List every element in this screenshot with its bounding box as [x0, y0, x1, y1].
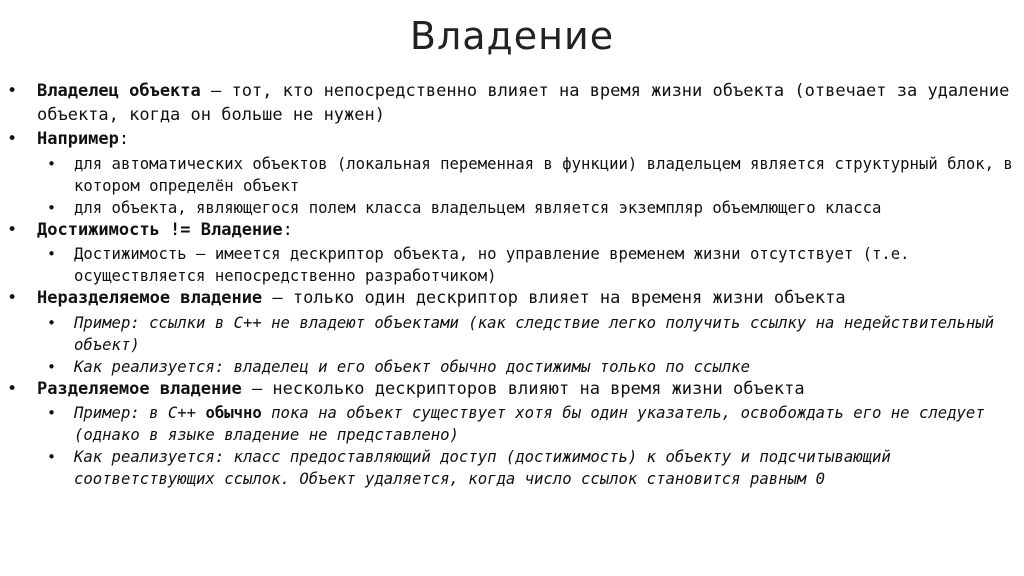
bullet-item-owner: [0, 80, 1024, 127]
sub-bullet-shared-impl: [0, 446, 1024, 490]
sub-bullet-unshared-impl: [0, 356, 1024, 378]
sub-bullet-text-pre: Пример: в C++: [74, 404, 206, 422]
sub-bullet-text: для автоматических объектов (локальная переменная в функции) владельцем является структурный блок, в котором определён объект: [74, 154, 1013, 195]
colon: :: [282, 219, 293, 240]
sub-bullet-text: Как реализуется: владелец и его объект обычно достижимы только по ссылке: [74, 357, 750, 376]
bullet-item-unshared-ownership: [0, 287, 1024, 311]
colon: :: [118, 129, 130, 149]
sub-bullet-text: Как реализуется: класс предоставляющий доступ (достижимость) к объекту и подсчитывающий соответствующих ссылок. Объект удаляется, когда число ссылок становится равным 0: [74, 448, 891, 488]
sub-bullet-icon: •: [47, 313, 57, 332]
term-shared-ownership: Разделяемое владение: [37, 378, 242, 399]
sub-bullet-icon: •: [47, 154, 57, 173]
term-owner: Владелец объекта: [37, 81, 201, 101]
sub-bullet-cpp-pointers: [0, 402, 1024, 446]
slide-title: Владение: [409, 14, 615, 58]
bullet-item-example: [0, 128, 1024, 152]
bullet-icon: •: [7, 288, 18, 308]
term-example: Например: [37, 129, 119, 149]
sub-bullet-text: Пример: ссылки в C++ не владеют объектами (как следствие легко получить ссылку на недействительный объект): [74, 313, 995, 354]
definition-unshared: – только один дескриптор влияет на временя жизни объекта: [262, 288, 846, 308]
term-reachability: Достижимость != Владение: [37, 219, 283, 240]
sub-bullet-field-objects: [0, 197, 1024, 219]
definition-owner: – тот, кто непосредственно влияет на время жизни объекта (отвечает за удаление объекта, когда он больше не нужен): [37, 81, 1010, 125]
sub-bullet-icon: •: [47, 357, 57, 376]
emphasis-usually: обычно: [205, 404, 262, 422]
bullet-icon: •: [7, 81, 18, 101]
sub-bullet-icon: •: [47, 245, 57, 263]
sub-bullet-icon: •: [47, 404, 57, 422]
sub-bullet-text-post: пока на объект существует хотя бы один указатель, освобождать его не следует (однако в языке владение не представлено): [74, 404, 985, 444]
sub-bullet-icon: •: [47, 198, 57, 217]
sub-bullet-icon: •: [47, 448, 57, 466]
term-unshared-ownership: Неразделяемое владение: [37, 288, 263, 308]
sub-bullet-reachability-def: [0, 243, 1024, 287]
bullet-list: [0, 80, 1024, 490]
sub-bullet-cpp-references: [0, 312, 1024, 356]
sub-bullet-auto-objects: [0, 153, 1024, 197]
bullet-icon: •: [7, 129, 18, 149]
bullet-icon: •: [7, 378, 18, 399]
bullet-icon: •: [7, 219, 18, 240]
definition-shared: – несколько дескрипторов влияют на время жизни объекта: [241, 378, 805, 399]
bullet-item-reachability: [0, 219, 1024, 243]
sub-bullet-text: Достижимость – имеется дескриптор объекта, но управление временем жизни отсутствует (т.е. осуществляется непосредственно разработчиком): [74, 245, 910, 285]
sub-bullet-text: для объекта, являющегося полем класса владельцем является экземпляр объемлющего класса: [74, 198, 882, 217]
bullet-item-shared-ownership: [0, 378, 1024, 402]
